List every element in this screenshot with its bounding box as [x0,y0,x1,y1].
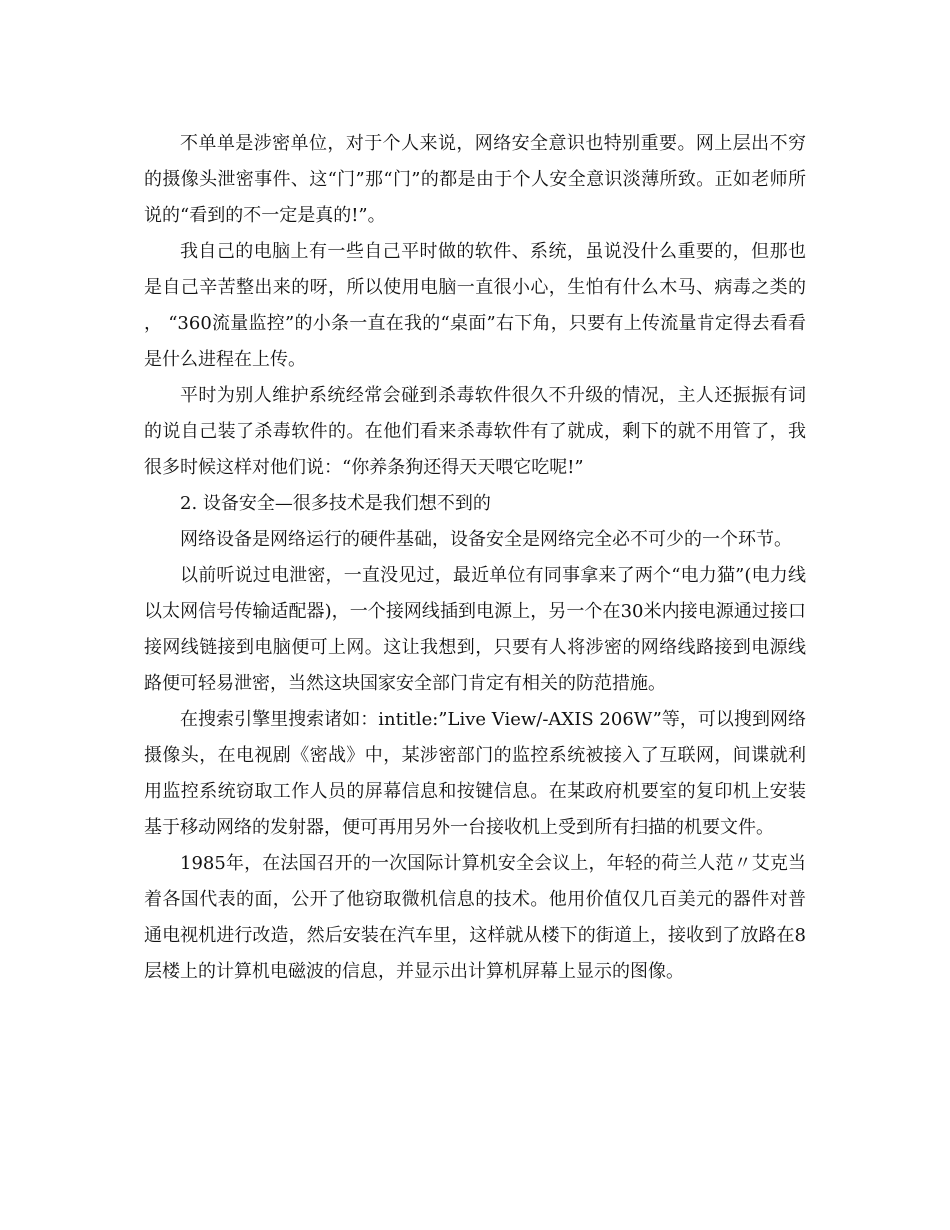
document-body [144,126,806,990]
paragraph-my-computer: 我自己的电脑上有一些自己平时做的软件、系统，虽说没什么重要的，但那也是自己辛苦整出来的呀，所以使用电脑一直很小心，生怕有什么木马、病毒之类的， “360流量监控”的小条一直在我的“桌面”右下角，只要有上传流量肯定得去看看是什么进程在上传。 [144,241,806,370]
paragraph-network-devices: 网络设备是网络运行的硬件基础，设备安全是网络完全必不可少的一个环节。 [180,529,792,550]
paragraph-power-line-leak: 以前听说过电泄密，一直没见过，最近单位有同事拿来了两个“电力猫”(电力线以太网信号传输适配器)，一个接网线插到电源上，另一个在30米内接电源通过接口接网线链接到电脑便可上网。这让我想到，只要有人将涉密的网络线路接到电源线路便可轻易泄密，当然这块国家安全部门肯定有相关的防范措施。 [144,565,806,694]
section-heading-device-security: 2. 设备安全—很多技术是我们想不到的 [180,493,491,514]
paragraph-personal-awareness: 不单单是涉密单位，对于个人来说，网络安全意识也特别重要。网上层出不穷的摄像头泄密事件、这“门”那“门”的都是由于个人安全意识淡薄所致。正如老师所说的“看到的不一定是真的!”。 [144,133,806,226]
paragraph-van-eck-1985: 1985年，在法国召开的一次国际计算机安全会议上，年轻的荷兰人范〃艾克当着各国代表的面，公开了他窃取微机信息的技术。他用价值仅几百美元的器件对普通电视机进行改造，然后安装在汽车里，这样就从楼下的街道上，接收到了放路在8层楼上的计算机电磁波的信息，并显示出计算机屏幕上显示的图像。 [144,853,806,982]
paragraph-search-engine-cameras: 在搜索引擎里搜索诸如：intitle:”Live View/-AXIS 206W”等，可以搜到网络摄像头，在电视剧《密战》中，某涉密部门的监控系统被接入了互联网，间谍就利用监控系统窃取工作人员的屏幕信息和按键信息。在某政府机要室的复印机上安装基于移动网络的发射器，便可再用另外一台接收机上受到所有扫描的机要文件。 [144,709,806,838]
paragraph-antivirus: 平时为别人维护系统经常会碰到杀毒软件很久不升级的情况，主人还振振有词的说自己装了杀毒软件的。在他们看来杀毒软件有了就成，剩下的就不用管了，我很多时候这样对他们说：“你养条狗还得天天喂它吃呢!” [144,385,806,478]
